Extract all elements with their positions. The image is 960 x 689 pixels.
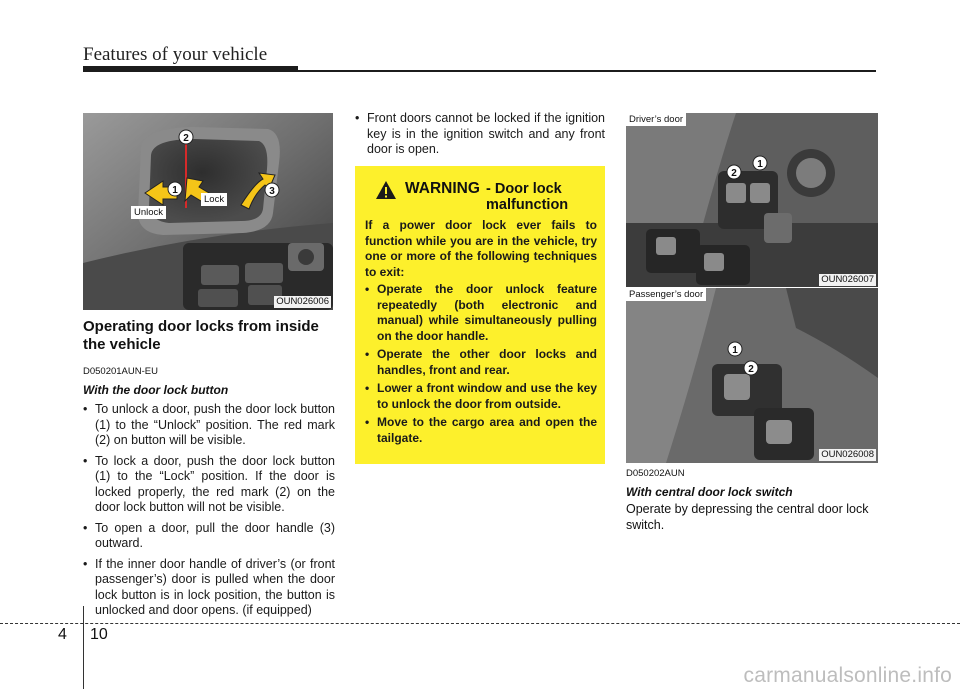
footer-divider — [0, 623, 960, 624]
watermark: carmanualsonline.info — [743, 664, 952, 687]
svg-text:2: 2 — [183, 133, 189, 144]
warning-list — [365, 282, 597, 446]
list-item: • If the inner door handle of driver’s (or front passenger’s) door is pulled when the door lock button is in lock position, the button is unlocked and door opens. (if equipped) — [83, 557, 335, 619]
list-item: • Move to the cargo area and open the tailgate. — [365, 415, 597, 446]
middle-column-note — [355, 111, 605, 163]
subsection-heading: With the door lock button — [83, 383, 229, 397]
section-code: D050202AUN — [626, 468, 685, 479]
warning-box — [355, 166, 605, 464]
lock-label: Lock — [201, 193, 227, 206]
passenger-door-photo — [626, 288, 878, 463]
right-column — [626, 468, 878, 533]
callout-1 — [168, 182, 182, 196]
list-item: • To lock a door, push the door lock button (1) to the “Lock” position. If the door is locked properly, the red mark (2) on the door lock button will not be visible. — [83, 454, 335, 516]
warning-subtitle: - Door lock malfunction — [486, 181, 569, 213]
list-item: • Operate the door unlock feature repeatedly (both electronic and manual) while simultaneously pulling on the door handle. — [365, 282, 597, 344]
page-header-title: Features of your vehicle — [83, 44, 268, 65]
callout-2 — [727, 165, 741, 179]
svg-text:3: 3 — [269, 186, 275, 197]
unlock-label: Unlock — [131, 206, 166, 219]
svg-text:2: 2 — [731, 168, 737, 179]
section-heading: Operating door locks from inside the vehicle — [83, 318, 319, 353]
svg-text:1: 1 — [732, 345, 738, 356]
subsection-heading: With central door lock switch — [626, 485, 793, 499]
warning-triangle-icon — [375, 180, 397, 200]
list-item: • Front doors cannot be locked if the ignition key is in the ignition switch and any front door is open. — [355, 111, 605, 158]
svg-text:2: 2 — [748, 364, 754, 375]
callout-2 — [179, 130, 193, 144]
svg-text:1: 1 — [172, 185, 178, 196]
driver-door-photo — [626, 113, 878, 287]
list-item: • Operate the other door locks and handles, front and rear. — [365, 347, 597, 378]
callout-1 — [728, 342, 742, 356]
callout-2 — [744, 361, 758, 375]
list-item: • To open a door, pull the door handle (3) outward. — [83, 521, 335, 552]
door-handle-photo — [83, 113, 333, 310]
list-item: • Lower a front window and use the key to unlock the door from outside. — [365, 381, 597, 412]
warning-title: WARNING — [405, 180, 480, 197]
header-rule-thick — [83, 66, 298, 72]
callout-1 — [753, 156, 767, 170]
svg-text:1: 1 — [757, 159, 763, 170]
chapter-number: 4 — [58, 626, 67, 643]
left-column — [83, 318, 335, 624]
figure-code: OUN026006 — [276, 296, 329, 307]
figure-code: OUN026007 — [821, 274, 874, 285]
list-item: • To unlock a door, push the door lock button (1) to the “Unlock” position. The red mark (2) on button will be visible. — [83, 402, 335, 449]
passenger-door-label: Passenger’s door — [626, 288, 706, 301]
driver-door-label: Driver’s door — [626, 113, 686, 126]
instruction-list — [83, 402, 335, 619]
callout-3 — [265, 183, 279, 197]
figure-code: OUN026008 — [821, 449, 874, 460]
warning-intro: If a power door lock ever fails to function while you are in the vehicle, try one or more of the following techniques to exit: — [365, 218, 597, 279]
page-number: 10 — [90, 626, 108, 643]
footer-vertical-rule — [83, 606, 84, 689]
header-rule-thin — [298, 70, 876, 72]
section-code: D050201AUN-EU — [83, 366, 158, 377]
body-paragraph: Operate by depressing the central door lock switch. — [626, 502, 869, 532]
